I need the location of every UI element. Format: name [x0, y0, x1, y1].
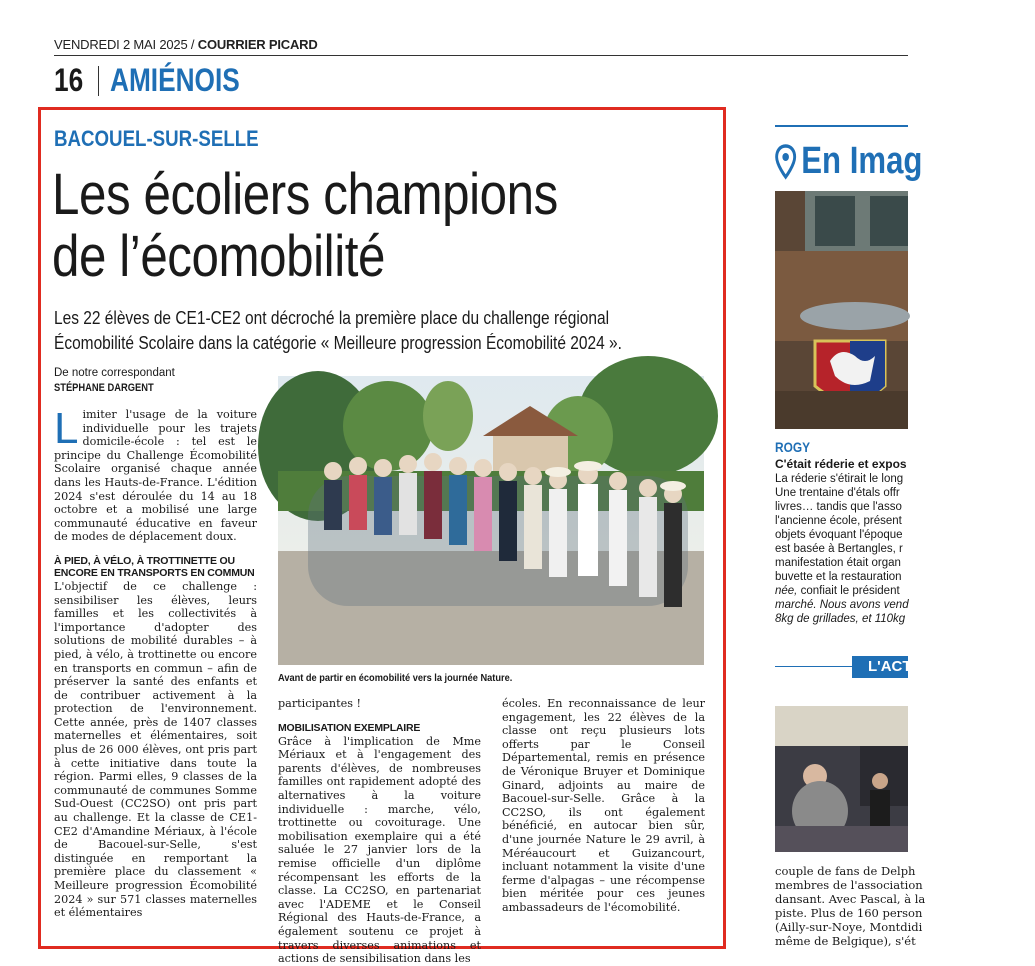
newspaper-name: COURRIER PICARD — [197, 37, 318, 52]
body-paragraph-2: L'objectif de ce challenge : sensibiliser les élèves, leurs familles et les collectivités à l'importance d'adopter des solutions de mobilité durables – à pied, à vélo, à trottinette ou encore en transports en commun – afin de préserver la santé des enfants et de contribuer activement à la protection de l'environnement. Cette année, près de 1407 classes maternelles et élémentaires, soit plus de 26 000 élèves, ont pris part à cette initiative dans toute la région. Parmi elles, 9 classes de la communauté de communes Somme Sud-Ouest (CC2SO) ont pris part au challenge. Et la classe de CE1-CE2 d'Amandine Mériaux, à l'école de Bacouel-sur-Selle, s'est distinguée en remportant la première place du classement « Meilleure progression Écomobilité 2024 » sur 571 classes maternelles et élémentaires — [54, 579, 257, 920]
intro-paragraph — [54, 404, 257, 544]
subhead-modes: À PIED, À VÉLO, À TROTTINETTE OU ENCORE EN TRANSPORTS EN COMMUN — [54, 554, 255, 579]
sidebar-quote-line: marché. Nous avons vend — [775, 599, 909, 611]
sidebar-text — [775, 472, 1035, 626]
sidebar-line — [775, 584, 1035, 598]
sidebar-line: l'ancienne école, présent — [775, 515, 902, 527]
sidebar-line-2: même de Belgique), s'ét — [775, 934, 916, 948]
body-paragraph-3: Grâce à l'implication de Mme Mériaux et à l'engagement des parents d'élèves, de nombreuses familles ont rapidement adopté des alternatives à la voiture individuelle : marche, vélo, trottinette ou covoiturage. Une mobilisation exemplaire qui a été saluée le 27 janvier lors de la remise officielle d'un diplôme récompensant les efforts de la classe. La CC2SO, en partenariat avec l'ADEME et le Conseil Régional des Hauts-de-France, a également soutenu ce projet à travers diverses animations et actions de sensibilisation dans les — [278, 734, 481, 966]
sidebar-rule — [775, 125, 908, 127]
page-header — [54, 37, 318, 52]
article-photo — [278, 376, 704, 665]
sidebar-line: La réderie s'étirait le long — [775, 473, 904, 485]
sidebar-regular-words: confiait le président — [797, 585, 900, 597]
article-column-1 — [54, 404, 257, 920]
body-paragraph-3-cont: écoles. En reconnaissance de leur engagement, les 22 élèves de la classe ont reçu plusieurs lots offerts par le Conseil Départemental, remis en présence de Véronique Bruyer et Dominique Ginard, adjoints au maire de Bacouel-sur-Selle. Grâce à la CC2SO, ils ont également bénéficié, en autocar bien sûr, d'une journée Nature le 29 avril, à Méréaucourt et Guizancourt, incluant notamment la visite d'une ferme d'alpagas – une récompense bien méritée pour ces jeunes ambassadeurs de l'écomobilité. — [502, 697, 705, 914]
sidebar-line: Une trentaine d'étals offr — [775, 487, 900, 499]
schoolchildren-photo-icon — [278, 376, 704, 665]
photo-caption: Avant de partir en écomobilité vers la journée Nature. — [278, 672, 513, 684]
sidebar-line: est basée à Bertangles, r — [775, 543, 903, 555]
drop-cap: L — [54, 404, 79, 453]
sidebar-headline: C'était réderie et expos — [775, 457, 907, 471]
article-column-2 — [278, 697, 481, 965]
sidebar-line: buvette et la restauration — [775, 571, 902, 583]
headline-line-1: Les écoliers champions — [52, 162, 558, 227]
byline-author: STÉPHANE DARGENT — [54, 382, 154, 394]
header-separator: / — [190, 37, 195, 52]
sidebar-title-text: En Imag — [801, 140, 923, 182]
article-lead: Les 22 élèves de CE1-CE2 ont décroché la première place du challenge régional Écomobilité Scolaire dans la catégorie « Meilleure progression Écomobilité 2024 ». — [54, 308, 622, 353]
sidebar-line-2: membres de l'association — [775, 878, 923, 892]
headline-line-2: de l’écomobilité — [52, 224, 386, 289]
section-title: AMIÉNOIS — [110, 62, 240, 98]
knight-shield-photo-icon — [775, 191, 908, 429]
sidebar-text-2 — [775, 864, 1035, 948]
page-number: 16 — [54, 62, 84, 98]
sidebar-line: manifestation était organ — [775, 557, 901, 569]
sidebar-line: objets évoquant l'époque — [775, 529, 903, 541]
sidebar-line-2: couple de fans de Delph — [775, 864, 916, 878]
dance-hall-photo-icon — [775, 706, 908, 852]
header-rule — [54, 55, 908, 56]
sidebar-line-2: piste. Plus de 160 person — [775, 906, 923, 920]
subhead-mobilisation: MOBILISATION EXEMPLAIRE — [278, 721, 421, 734]
sidebar-line: livres… tandis que l'asso — [775, 501, 902, 513]
body-paragraph-2-end: participantes ! — [278, 697, 362, 710]
page-number-divider — [98, 66, 99, 96]
section-tag-actualite: L'ACT — [852, 656, 908, 678]
sidebar-line-2: (Ailly-sur-Noye, Montdidi — [775, 920, 923, 934]
issue-date: VENDREDI 2 MAI 2025 — [54, 37, 188, 52]
sidebar-photo-rogy — [775, 191, 908, 429]
section-tag-rule — [775, 666, 855, 667]
sidebar-kicker: ROGY — [775, 439, 811, 455]
sidebar-line-2: dansant. Avec Pascal, à la — [775, 892, 926, 906]
sidebar-photo-dance — [775, 706, 908, 852]
sidebar-italic-word: née, — [775, 585, 798, 597]
article-kicker: BACOUEL-SUR-SELLE — [54, 126, 259, 151]
intro-text: imiter l'usage de la voiture individuelle pour les trajets domicile-école : tel est le principe du Challenge Écomobilité Scolaire organisé chaque année dans les Hauts-de-France. L'édition 2024 s'est déroulée du 14 au 18 octobre et a mobilisé une large communauté éducative en faveur de modes de déplacement doux. — [54, 408, 257, 544]
article-headline — [52, 164, 558, 288]
location-pin-icon — [775, 144, 796, 180]
byline-label: De notre correspondant — [54, 367, 175, 379]
article-column-3 — [502, 697, 705, 937]
sidebar-title — [775, 140, 922, 183]
sidebar-quote-line: 8kg de grillades, et 110kg — [775, 613, 906, 625]
